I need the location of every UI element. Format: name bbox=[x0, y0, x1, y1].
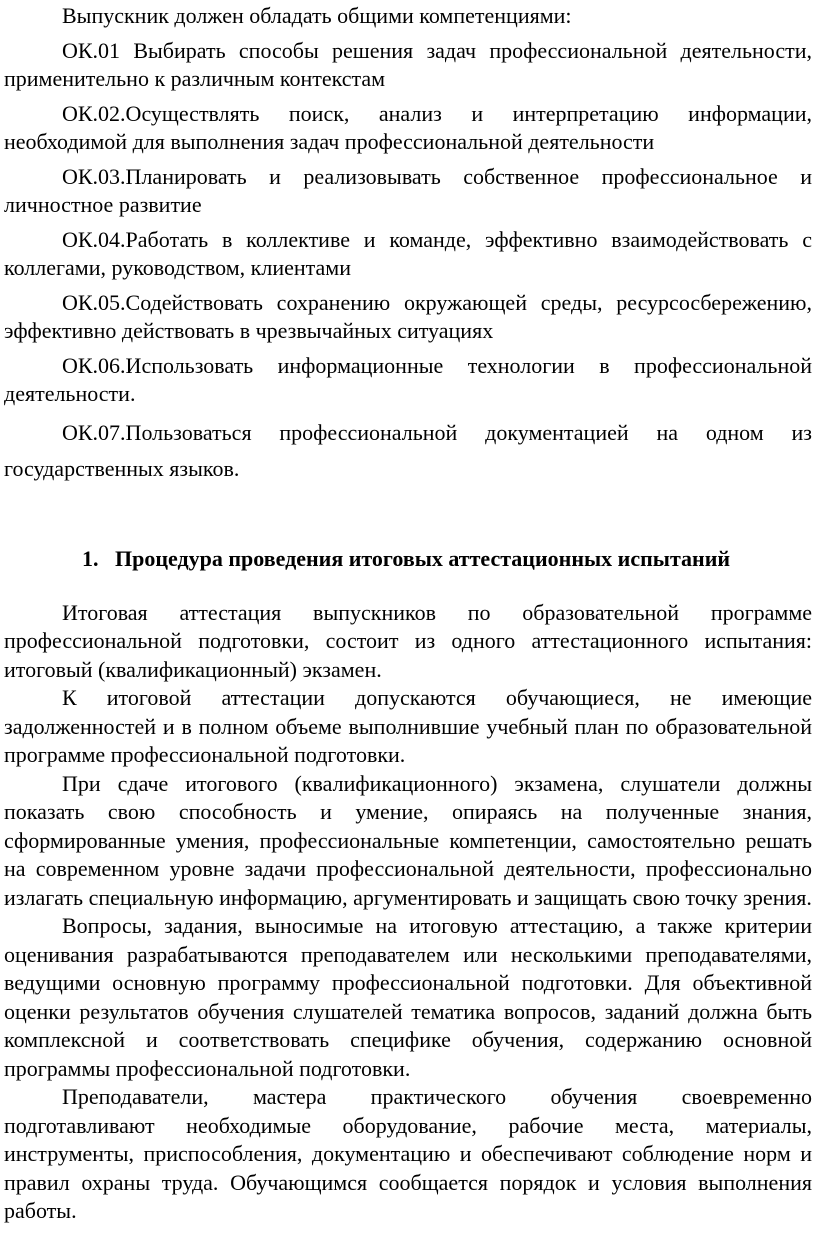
competency-ok-07: ОК.07.Пользоваться профессиональной документацией на одном из государственных языков. bbox=[4, 419, 812, 481]
competencies-intro: Выпускник должен обладать общими компетенциями: bbox=[62, 3, 572, 28]
paragraph-admission: К итоговой аттестации допускаются обучающиеся, не имеющие задолженностей и в полном объеме выполнившие учебный план по образовательной программе профессиональной подготовки. bbox=[4, 685, 812, 767]
paragraph-teachers-preparation: Преподаватели, мастера практического обучения своевременно подготавливают необходимые оборудование, рабочие места, материалы, инструменты, приспособления, документацию и обеспечивают соблюдение норм и правил охраны труда. Обучающимся сообщается порядок и условия выполнения работы. bbox=[4, 1084, 812, 1223]
paragraph-exam-requirements: При сдаче итогового (квалификационного) экзамена, слушатели должны показать свою способность и умение, опираясь на полученные знания, сформированные умения, профессиональные компетенции, самостоятельно решать на современном уровне задачи профессиональной деятельности, профессионально излагать специальную информацию, аргументировать и защищать свою точку зрения. bbox=[4, 770, 812, 910]
competency-ok-04: ОК.04.Работать в коллективе и команде, эффективно взаимодействовать с коллегами, руководством, клиентами bbox=[4, 226, 812, 280]
paragraph-questions-criteria: Вопросы, задания, выносимые на итоговую аттестацию, а также критерии оценивания разрабатываются преподавателем или несколькими преподавателями, ведущими основную программу профессиональной подготовки. Для объективной оценки результатов обучения слушателей тематика вопросов, заданий должна быть комплексной и соответствовать специфике обучения, содержанию основной программы профессиональной подготовки. bbox=[4, 913, 812, 1081]
section-heading bbox=[82, 545, 812, 573]
competency-ok-06: ОК.06.Использовать информационные технологии в профессиональной деятельности. bbox=[4, 352, 812, 406]
competency-ok-03: ОК.03.Планировать и реализовывать собственное профессиональное и личностное развитие bbox=[4, 163, 812, 217]
paragraph-attestation: Итоговая аттестация выпускников по образовательной программе профессиональной подготовки, состоит из одного аттестационного испытания: итоговый (квалификационный) экзамен. bbox=[4, 599, 812, 682]
competency-ok-05: ОК.05.Содействовать сохранению окружающей среды, ресурсосбережению, эффективно действовать в чрезвычайных ситуациях bbox=[4, 289, 812, 343]
document-page bbox=[4, 0, 812, 1226]
section-number: 1. bbox=[82, 545, 99, 571]
competency-ok-02: ОК.02.Осуществлять поиск, анализ и интерпретацию информации, необходимой для выполнения задач профессиональной деятельности bbox=[4, 100, 812, 154]
section-title: Процедура проведения итоговых аттестационных испытаний bbox=[115, 545, 731, 571]
competency-ok-01: ОК.01 Выбирать способы решения задач профессиональной деятельности, применительно к различным контекстам bbox=[4, 37, 812, 91]
